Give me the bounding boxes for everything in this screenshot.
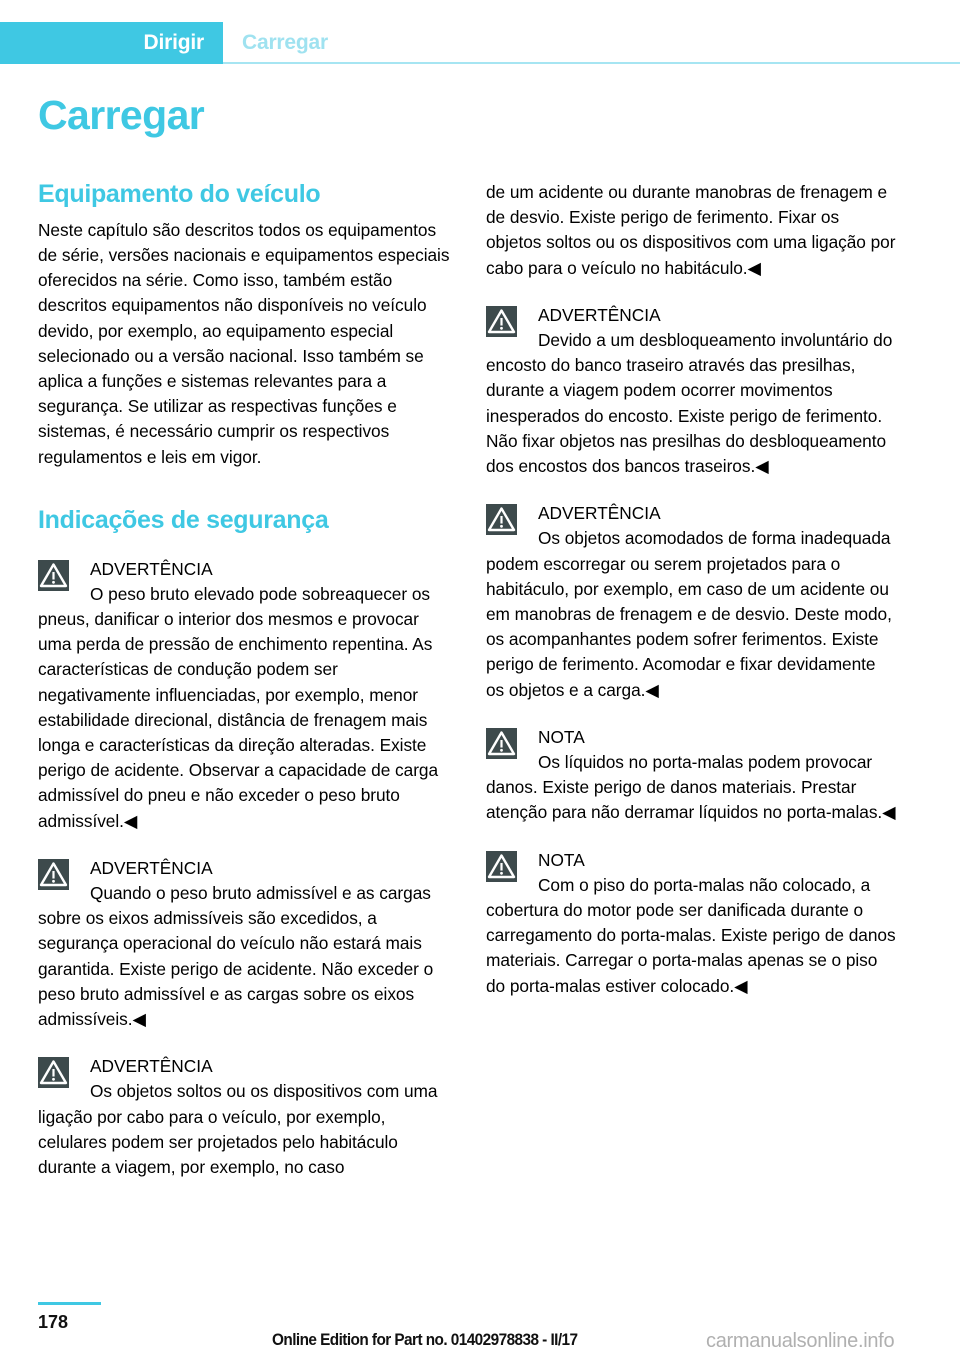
- warning-triangle-icon: [38, 859, 69, 890]
- warning-text-continuation: de um acidente ou durante manobras de frenagem e de desvio. Existe perigo de ferimento. Fixar os objetos soltos ou os dispositivos com uma ligação por cabo para o veículo no habitáculo.◀: [486, 182, 896, 278]
- note-block: [486, 848, 898, 999]
- warning-text: Quando o peso bruto admissível e as cargas sobre os eixos admissíveis são excedidos, a segurança operacional do veículo não estará mais garantida. Existe perigo de acidente. Não exceder o peso bruto admissível e as cargas sobre os eixos admissíveis.◀: [38, 882, 434, 1029]
- section-paragraph-equipamento: Neste capítulo são descritos todos os equipamentos de série, versões nacionais e equipamentos especiais oferecidos na série. Como isso, também estão descritos equipamentos não disponíveis no veículo devido, por exemplo, ao equipamento especial selecionado ou a versão nacional. Isso também se aplica a funções e sistemas relevantes para a segurança. Se utilizar as respectivas funções e sistemas, é necessário cumprir os respectivos regulamentos e leis em vigor.: [38, 219, 450, 467]
- warning-triangle-icon: [486, 851, 517, 882]
- tab-dirigir[interactable]: [0, 22, 223, 64]
- warning-triangle-icon: [38, 560, 69, 591]
- spacer: [38, 470, 450, 506]
- warning-text: Os objetos soltos ou os dispositivos com uma ligação por cabo para o veículo, por exemplo, celulares podem ser projetados pelo habitáculo durante a viagem, por exemplo, no caso: [38, 1081, 438, 1177]
- page-title: Carregar: [38, 92, 205, 138]
- warning-label: ADVERTÊNCIA: [538, 304, 661, 325]
- warning-block: [486, 501, 898, 703]
- warning-triangle-icon: [486, 504, 517, 535]
- breadcrumb-tabbar: [0, 22, 960, 64]
- section-heading-equipamento: Equipamento do veículo: [38, 180, 321, 208]
- note-block: [486, 725, 898, 826]
- tabbar-divider: [223, 62, 960, 64]
- warning-label: ADVERTÊNCIA: [90, 1056, 213, 1077]
- warning-text: Devido a um desbloqueamento involuntário do encosto do banco traseiro através das presilhas, durante a viagem podem ocorrer movimentos inesperados do encosto. Existe perigo de ferimento. Não fixar objetos nas presilhas do desbloqueamento dos encostos dos bancos traseiros.◀: [486, 330, 893, 477]
- footer-divider: [38, 1302, 101, 1305]
- note-text: Com o piso do porta-malas não colocado, a cobertura do motor pode ser danificada durante o carregamento do porta-malas. Existe perigo de danos materiais. Carregar o porta-malas apenas se o piso do porta-malas estiver colocado.◀: [486, 874, 896, 996]
- warning-block: [38, 1054, 450, 1180]
- note-label: NOTA: [538, 726, 585, 747]
- watermark: carmanualsonline.info: [706, 1330, 895, 1352]
- section-heading-seguranca: Indicações de segurança: [38, 505, 329, 534]
- warning-label: ADVERTÊNCIA: [90, 857, 213, 878]
- warning-text: O peso bruto elevado pode sobreaquecer os pneus, danificar o interior dos mesmos e provocar uma perda de pressão de enchimento repentina. As características de condução podem ser negativamente influenciadas, por exemplo, menor estabilidade direcional, distância de frenagem mais longa e características da direção alteradas. Existe perigo de acidente. Observar a capacidade de carga admissível do pneu e não exceder o peso bruto admissível.◀: [38, 583, 439, 831]
- page-number: 178: [38, 1312, 69, 1332]
- warning-triangle-icon: [486, 306, 517, 337]
- warning-label: ADVERTÊNCIA: [538, 503, 661, 524]
- tab-carregar[interactable]: [242, 22, 328, 64]
- warning-block: [486, 303, 898, 479]
- warning-block: [38, 856, 450, 1032]
- tab-dirigir-label: Dirigir: [143, 31, 204, 54]
- warning-triangle-icon: [38, 1057, 69, 1088]
- warning-triangle-icon: [486, 728, 517, 759]
- note-label: NOTA: [538, 849, 585, 870]
- right-column: [486, 180, 898, 999]
- left-column: [38, 180, 450, 1180]
- warning-block: [38, 557, 450, 834]
- note-text: Os líquidos no porta-malas podem provocar danos. Existe perigo de danos materiais. Prestar atenção para não derramar líquidos no porta-malas.◀: [486, 752, 896, 823]
- tab-carregar-label: Carregar: [242, 31, 328, 54]
- edition-notice: Online Edition for Part no. 01402978838 - II/17: [272, 1331, 578, 1349]
- warning-label: ADVERTÊNCIA: [90, 558, 213, 579]
- warning-text: Os objetos acomodados de forma inadequada podem escorregar ou serem projetados para o habitáculo, por exemplo, em caso de um acidente ou em manobras de frenagem e de desvio. Deste modo, os acompanhantes podem sofrer ferimentos. Existe perigo de ferimento. Acomodar e fixar devidamente os objetos e a carga.◀: [486, 528, 892, 700]
